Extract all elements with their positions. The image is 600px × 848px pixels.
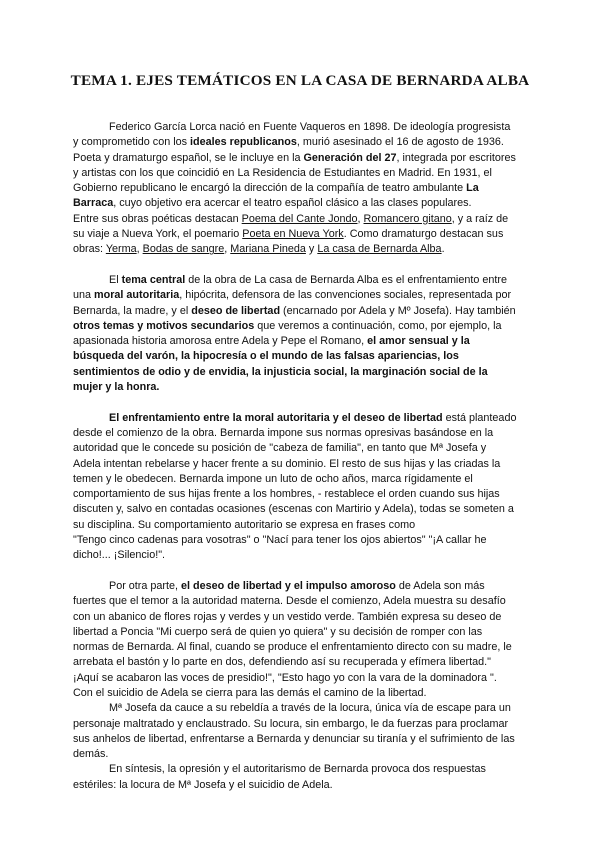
text-line xyxy=(73,380,539,395)
text-line: normas de Bernarda. Al final, cuando se produce el enfrentamiento directo con su madre, le xyxy=(73,641,512,654)
text-line: y comprometido con los ideales republicanos, murió asesinado el 16 de agosto de 1936. xyxy=(73,136,504,149)
text-line: Con el suicidio de Adela se cierra para las demás el camino de la libertad. xyxy=(73,686,427,699)
work-title-la-casa-de-bernarda-alba: La casa de Bernarda Alba xyxy=(317,243,442,256)
text-line: discuten y, salvo en contadas ocasiones (escenas con Martirio y Adela), todas se someten a xyxy=(73,503,514,516)
bold-text: Generación del 27 xyxy=(303,151,397,164)
bold-text: deseo de libertad xyxy=(191,304,281,317)
bold-text: La xyxy=(466,182,479,195)
text-line: temen y le obedecen. Bernarda impone un luto de ocho años, marca rígidamente el xyxy=(73,472,473,485)
text-line: El enfrentamiento entre la moral autoritaria y el deseo de libertad está planteado xyxy=(109,411,517,424)
work-title-yerma: Yerma xyxy=(105,243,137,256)
bold-text: sentimientos de odio y de envidia, la injusticia social, la marginación social de la xyxy=(73,365,488,378)
work-title-mariana-pineda: Mariana Pineda xyxy=(230,243,306,256)
bold-text: moral autoritaria xyxy=(94,289,180,302)
text-line: Gobierno republicano le encargó la dirección de la compañía de teatro ambulante La xyxy=(73,182,479,195)
bold-text: búsqueda del varón, la hipocresía o el mundo de las falsas apariencias, los xyxy=(73,350,459,363)
text-line: sus anhelos de libertad, enfrentarse a Bernarda y denunciar su tiranía y el sufrimiento de las xyxy=(73,732,515,745)
text-line: con un abanico de flores rojas y verdes y un vestido verde. También expresa su deseo de xyxy=(73,610,502,623)
paragraph-central-theme xyxy=(73,273,539,395)
text-line: y artistas con los que coincidió en La Residencia de Estudiantes en Madrid. En 1931, el xyxy=(73,166,492,179)
text-line: obras: Yerma, Bodas de sangre, Mariana Pineda y La casa de Bernarda Alba. xyxy=(73,243,445,256)
text-line: su disciplina. Su comportamiento autoritario se expresa en frases como xyxy=(73,518,416,531)
document-body xyxy=(73,120,539,793)
bold-text: tema central xyxy=(121,273,186,286)
text-line: dicho!... ¡Silencio!". xyxy=(73,549,166,562)
text-line: El tema central de la obra de La casa de Bernarda Alba es el enfrentamiento entre xyxy=(109,273,507,286)
text-line: apasionada historia amorosa entre Adela y Pepe el Romano, el amor sensual y la xyxy=(73,335,470,348)
text-line: arrebata el bastón y lo parte en dos, defendiendo así su recuperada y efímera libertad." xyxy=(73,656,491,669)
bold-text: el amor sensual y la xyxy=(367,335,470,348)
bold-text: El enfrentamiento entre la moral autoritaria y el deseo de libertad xyxy=(109,411,443,424)
paragraph-spacer xyxy=(73,564,539,579)
text-line: "Tengo cinco cadenas para vosotras" o "Nací para tener los ojos abiertos" "¡A callar he xyxy=(73,534,487,547)
bold-text: otros temas y motivos secundarios xyxy=(73,319,255,332)
paragraph-spacer xyxy=(73,395,539,410)
text-line: Mª Josefa da cauce a su rebeldía a través de la locura, única vía de escape para un xyxy=(109,702,511,715)
text-line: libertad a Poncia "Mi cuerpo será de quien yo quiera" y su decisión de romper con las xyxy=(73,625,483,638)
work-title-romancero-gitano: Romancero gitano xyxy=(363,212,452,225)
text-line: personaje maltratado y enclaustrado. Su locura, sin embargo, le da fuerzas para proclamar xyxy=(73,717,509,730)
text-line: En síntesis, la opresión y el autoritarismo de Bernarda provoca dos respuestas xyxy=(109,763,486,776)
text-line: Bernarda, la madre, y el deseo de libertad (encarnado por Adela y Mº Josefa). Hay también xyxy=(73,304,516,317)
text-line: demás. xyxy=(73,748,109,761)
bold-text: mujer y la honra. xyxy=(73,381,160,394)
bold-text: el deseo de libertad y el impulso amoroso xyxy=(181,579,396,592)
text-line: autoridad que le concede su posición de "cabeza de familia", en tanto que Mª Josefa y xyxy=(73,442,487,455)
text-line: fuertes que el temor a la autoridad materna. Desde el comienzo, Adela muestra su desafío xyxy=(73,595,506,608)
text-line: Por otra parte, el deseo de libertad y el impulso amoroso de Adela son más xyxy=(109,579,485,592)
paragraph-synthesis xyxy=(73,762,539,793)
work-title-bodas-de-sangre: Bodas de sangre xyxy=(142,243,225,256)
text-line: su viaje a Nueva York, el poemario Poeta en Nueva York. Como dramaturgo destacan sus xyxy=(73,228,504,241)
paragraph-authority-vs-freedom xyxy=(73,411,539,564)
text-line: ¡Aquí se acabaron las voces de presidio!", "Esto hago yo con la vara de la dominadora ". xyxy=(73,671,497,684)
text-line xyxy=(73,365,539,380)
text-line: otros temas y motivos secundarios que veremos a continuación, como, por ejemplo, la xyxy=(73,319,502,332)
bold-text: Barraca xyxy=(73,197,114,210)
text-line: una moral autoritaria, hipócrita, defensora de las convenciones sociales, representada por xyxy=(73,289,512,302)
text-line: Entre sus obras poéticas destacan Poema del Cante Jondo, Romancero gitano, y a raíz de xyxy=(73,212,509,225)
bold-text: ideales republicanos xyxy=(190,136,297,149)
paragraph-biography xyxy=(73,120,539,258)
page-title: TEMA 1. EJES TEMÁTICOS EN LA CASA DE BERNARDA ALBA xyxy=(70,72,530,89)
text-line: estériles: la locura de Mª Josefa y el suicidio de Adela. xyxy=(73,778,333,791)
work-title-poema-del-cante-jondo: Poema del Cante Jondo xyxy=(241,212,358,225)
text-line xyxy=(73,349,539,364)
paragraph-maria-josefa xyxy=(73,701,539,762)
text-line: Barraca, cuyo objetivo era acercar el teatro español clásico a las clases populares. xyxy=(73,197,472,210)
text-line: Poeta y dramaturgo español, se le incluye en la Generación del 27, integrada por escritores xyxy=(73,151,516,164)
paragraph-adela-freedom xyxy=(73,579,539,701)
text-line: Adela intentan rebelarse y hacer frente a su dominio. El resto de sus hijas y las criadas la xyxy=(73,457,501,470)
text-line: comportamiento de sus hijas frente a los hombres, - restablece el orden cuando sus hijas xyxy=(73,488,500,501)
paragraph-spacer xyxy=(73,258,539,273)
text-line: Federico García Lorca nació en Fuente Vaqueros en 1898. De ideología progresista xyxy=(109,121,511,133)
work-title-poeta-en-nueva-york: Poeta en Nueva York xyxy=(242,228,344,241)
text-line: desde el comienzo de la obra. Bernarda impone sus normas opresivas basándose en la xyxy=(73,426,494,439)
